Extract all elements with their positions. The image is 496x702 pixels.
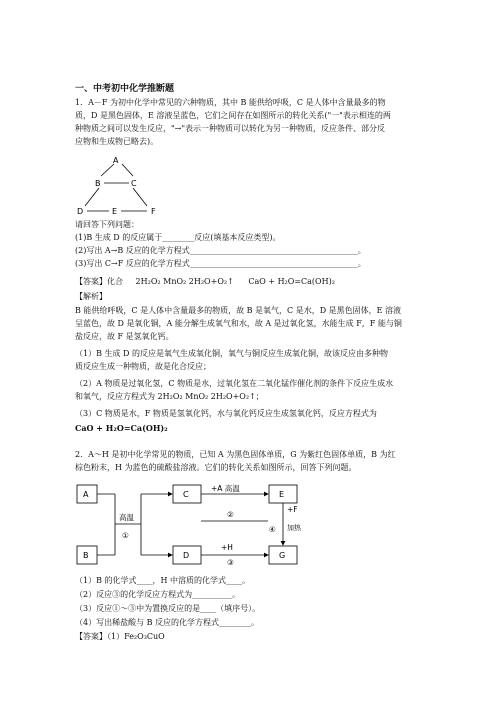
answer-equation-1: 2H₂O₂ MnO₂ 2H₂O+O₂↑ xyxy=(135,277,234,286)
q1-question-3: (3)写出 C→F 反应的化学方程式__________________________________________。 xyxy=(75,259,366,268)
q1-analysis-label: 【解析】 xyxy=(75,292,107,301)
q1-line-2: 质，D 是黑色固体，E 溶液呈蓝色，它们之间存在如图所示的转化关系("一"表示相连的两 xyxy=(75,111,391,120)
q1-question-2: (2)写出 A→B 反应的化学方程式__________________________________________。 xyxy=(75,246,366,255)
q1-node-c: C xyxy=(131,179,137,188)
q1-line-3: 种物质之间可以发生反应，"→"表示一种物质可以转化为另一种物质，反应条件、部分反 xyxy=(75,124,386,133)
q2-question-1: （1）B 的化学式____，H 中溶质的化学式____。 xyxy=(75,576,251,585)
q1-node-a: A xyxy=(113,156,119,165)
q2-question-2: （2）反应③的化学反应方程式为__________。 xyxy=(75,590,241,599)
reaction-4-number: ④ xyxy=(269,525,276,534)
answer-equation-2: CaO + H₂O=Ca(OH)₂ xyxy=(248,277,335,286)
analysis-line: CaO + H₂O=Ca(OH)₂ xyxy=(75,423,168,433)
q1-node-d: D xyxy=(77,207,84,216)
right-arrow-heat: 加热 xyxy=(287,524,301,532)
q2-diagram xyxy=(75,480,305,570)
q1-diagram xyxy=(75,150,175,220)
q1-node-f: F xyxy=(151,207,156,216)
section-title: 一、中考初中化学推断题 xyxy=(75,84,175,94)
q1-node-b: B xyxy=(95,179,101,188)
analysis-line: 呈蓝色，故 D 是氧化铜，A 能分解生成氧气和水，故 A 是过氧化氢，水能生成 F，F 能与铜 xyxy=(75,319,402,328)
q1-prompt: 请回答下列问题： xyxy=(75,220,139,229)
analysis-line: B 能供给呼吸，C 是人体中含量最多的物质，故 B 是氧气，C 是水，D 是黑色固体，E 溶液 xyxy=(75,306,402,315)
analysis-line: （2）A 物质是过氧化氢，C 物质是水，过氧化氢在二氧化锰作催化剂的条件下反应生成水 xyxy=(75,379,394,388)
right-arrow-f: +F xyxy=(287,505,298,514)
reaction-1-number: ① xyxy=(122,531,129,540)
box-d-label: D xyxy=(183,551,190,560)
q2-line-1: 2．A～H 是初中化学常见的物质，已知 A 为黑色固体单质，G 为紫红色固体单质，B 为红 xyxy=(75,450,396,459)
analysis-line: 和氧气，反应方程式为 2H₂O₂ MnO₂ 2H₂O+O₂↑； xyxy=(75,392,264,401)
bottom-arrow-label: +H xyxy=(221,543,233,552)
q1-answer xyxy=(75,276,335,287)
q2-answer: 【答案】（1）Fe₂O₃CuO xyxy=(75,632,165,641)
analysis-line: 质反应生成一种物质，故是化合反应； xyxy=(75,362,211,371)
high-temp-label: 高温 xyxy=(119,513,134,522)
box-e-label: E xyxy=(279,490,285,499)
analysis-line: 盐反应，故 F 是氢氧化钙。 xyxy=(75,332,174,341)
q2-line-2: 棕色粉末，H 为蓝色的硫酸盐溶液。它们的转化关系如图所示，回答下列问题。 xyxy=(75,463,357,472)
q2-question-3: （3）反应①～③中为置换反应的是____（填序号）。 xyxy=(75,604,261,613)
top-arrow-label: +A 高温 xyxy=(211,484,240,493)
box-b-label: B xyxy=(83,551,89,560)
box-a-label: A xyxy=(83,490,89,499)
analysis-line: （3）C 物质是水，F 物质是氢氧化钙，水与氧化钙反应生成氢氧化钙，反应方程式为 xyxy=(75,409,377,418)
q1-question-1: (1)B 生成 D 的反应属于________反应(填基本反应类型)。 xyxy=(75,233,281,242)
q1-line-1: 1．A－F 为初中化学中常见的六种物质，其中 B 能供给呼吸，C 是人体中含量最多的物 xyxy=(75,98,386,107)
q1-node-e: E xyxy=(112,207,118,216)
analysis-line: （1）B 生成 D 的反应是氧气生成氧化铜，氧气与铜反应生成氧化铜，故该反应由多种物 xyxy=(75,349,389,358)
answer-label: 【答案】化合 xyxy=(75,277,123,286)
box-g-label: G xyxy=(279,551,286,560)
q2-question-4: （4）写出稀盐酸与 B 反应的化学方程式________。 xyxy=(75,618,260,627)
q1-line-4: 应物和生成物已略去)。 xyxy=(75,137,159,146)
reaction-3-number: ③ xyxy=(227,558,234,567)
reaction-2-number: ② xyxy=(227,510,234,519)
box-c-label: C xyxy=(183,490,189,499)
